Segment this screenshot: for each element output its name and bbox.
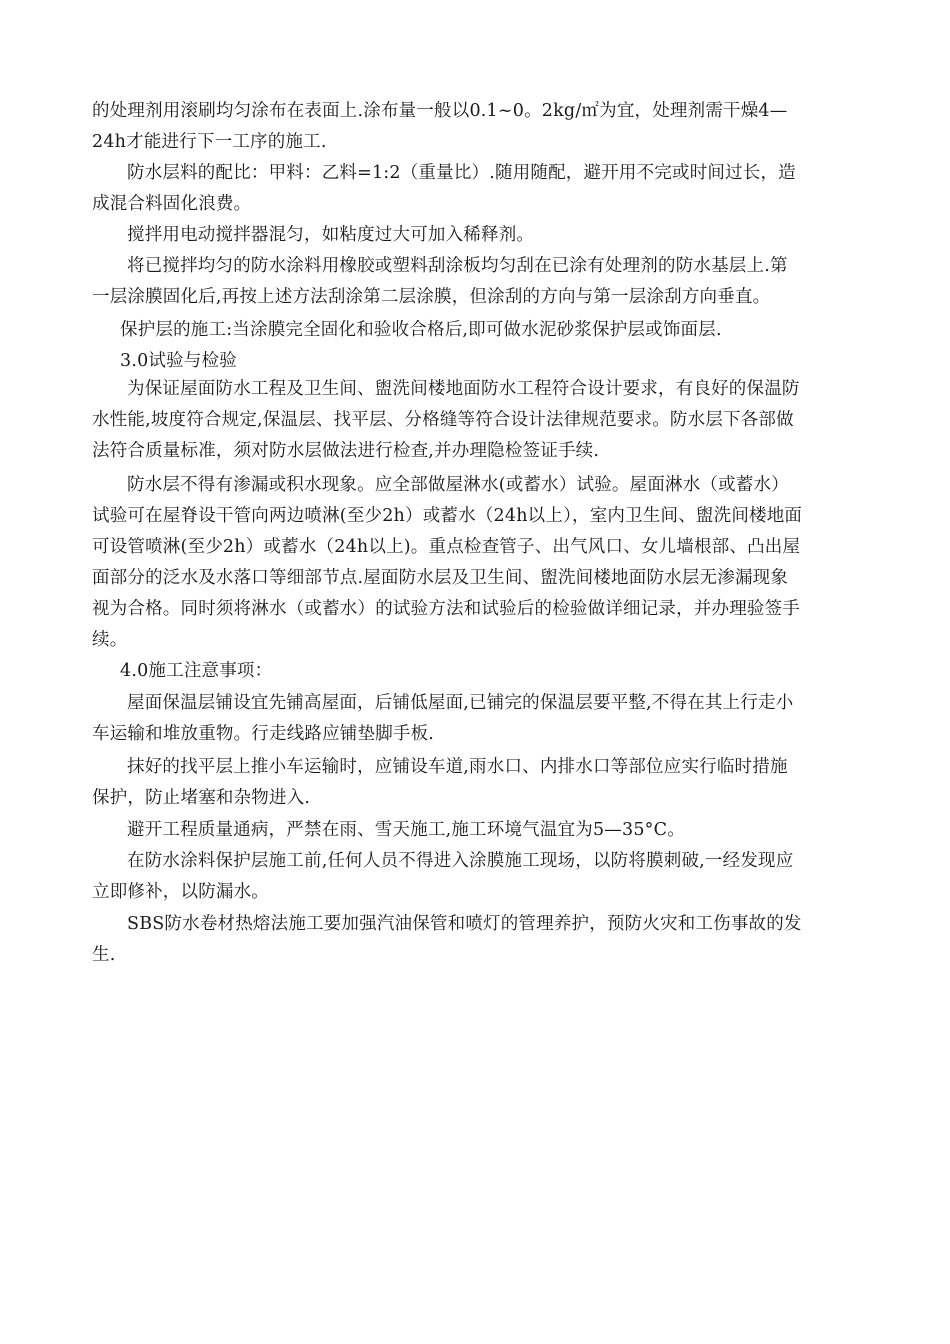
paragraph-line: 保护，防止堵塞和杂物进入. [92, 788, 311, 808]
paragraph-line: 车运输和堆放重物。行走线路应铺垫脚手板. [92, 724, 435, 744]
paragraph-line: 搅拌用电动搅拌器混匀，如粘度过大可加入稀释剂。 [127, 225, 535, 245]
paragraph-line: 防水层料的配比：甲料：乙料=1:2（重量比）.随用随配，避开用不完或时间过长，造 [127, 163, 796, 183]
paragraph-line: 成混合料固化浪费。 [92, 194, 252, 214]
paragraph-line: 水性能,坡度符合规定,保温层、找平层、分格缝等符合设计法律规范要求。防水层下各部做 [92, 410, 794, 430]
paragraph-line: 避开工程质量通病，严禁在雨、雪天施工,施工环境气温宜为5—35°C。 [127, 820, 685, 840]
section-heading: 3.0试验与检验 [120, 351, 237, 371]
paragraph-line: 防水层不得有渗漏或积水现象。应全部做屋淋水(或蓄水）试验。屋面淋水（或蓄水） [127, 475, 789, 495]
paragraph-line: 屋面保温层铺设宜先铺高屋面，后铺低屋面,已铺完的保温层要平整,不得在其上行走小 [127, 693, 794, 713]
paragraph-line: 24h才能进行下一工序的施工. [92, 132, 327, 152]
paragraph-line: 试验可在屋脊设干管向两边喷淋(至少2h）或蓄水（24h以上），室内卫生间、盥洗间楼地面 [92, 506, 803, 526]
paragraph-line: 将已搅拌均匀的防水涂料用橡胶或塑料刮涂板均匀刮在已涂有处理剂的防水基层上.第 [127, 256, 788, 276]
paragraph-line: 续。 [92, 630, 128, 650]
paragraph-line: SBS防水卷材热熔法施工要加强汽油保管和喷灯的管理养护，预防火灾和工伤事故的发 [127, 914, 802, 934]
paragraph-line: 抹好的找平层上推小车运输时，应铺设车道,雨水口、内排水口等部位应实行临时措施 [127, 757, 788, 777]
paragraph-line: 视为合格。同时须将淋水（或蓄水）的试验方法和试验后的检验做详细记录，并办理验签手 [92, 599, 800, 619]
paragraph-line: 可设管喷淋(至少2h）或蓄水（24h以上)。重点检查管子、出气风口、女儿墙根部、凸出屋 [92, 537, 801, 557]
paragraph-line: 在防水涂料保护层施工前,任何人员不得进入涂膜施工现场，以防将膜刺破,一经发现应 [127, 851, 794, 871]
paragraph-line: 面部分的泛水及水落口等细部节点.屋面防水层及卫生间、盥洗间楼地面防水层无渗漏现象 [92, 568, 789, 588]
paragraph-line: 的处理剂用滚刷均匀涂布在表面上.涂布量一般以0.1~0。2kg/㎡为宜，处理剂需干燥4— [92, 101, 788, 121]
paragraph-line: 生. [92, 945, 116, 965]
paragraph-line: 一层涂膜固化后,再按上述方法刮涂第二层涂膜，但涂刮的方向与第一层涂刮方向垂直。 [92, 287, 771, 307]
paragraph-line: 法符合质量标准，须对防水层做法进行检查,并办理隐检签证手续. [92, 441, 600, 461]
section-heading: 4.0施工注意事项： [120, 661, 273, 681]
paragraph-line: 立即修补，以防漏水。 [92, 882, 269, 902]
paragraph-line: 为保证屋面防水工程及卫生间、盥洗间楼地面防水工程符合设计要求，有良好的保温防 [127, 379, 800, 399]
paragraph-line: 保护层的施工:当涂膜完全固化和验收合格后,即可做水泥砂浆保护层或饰面层. [120, 320, 722, 340]
